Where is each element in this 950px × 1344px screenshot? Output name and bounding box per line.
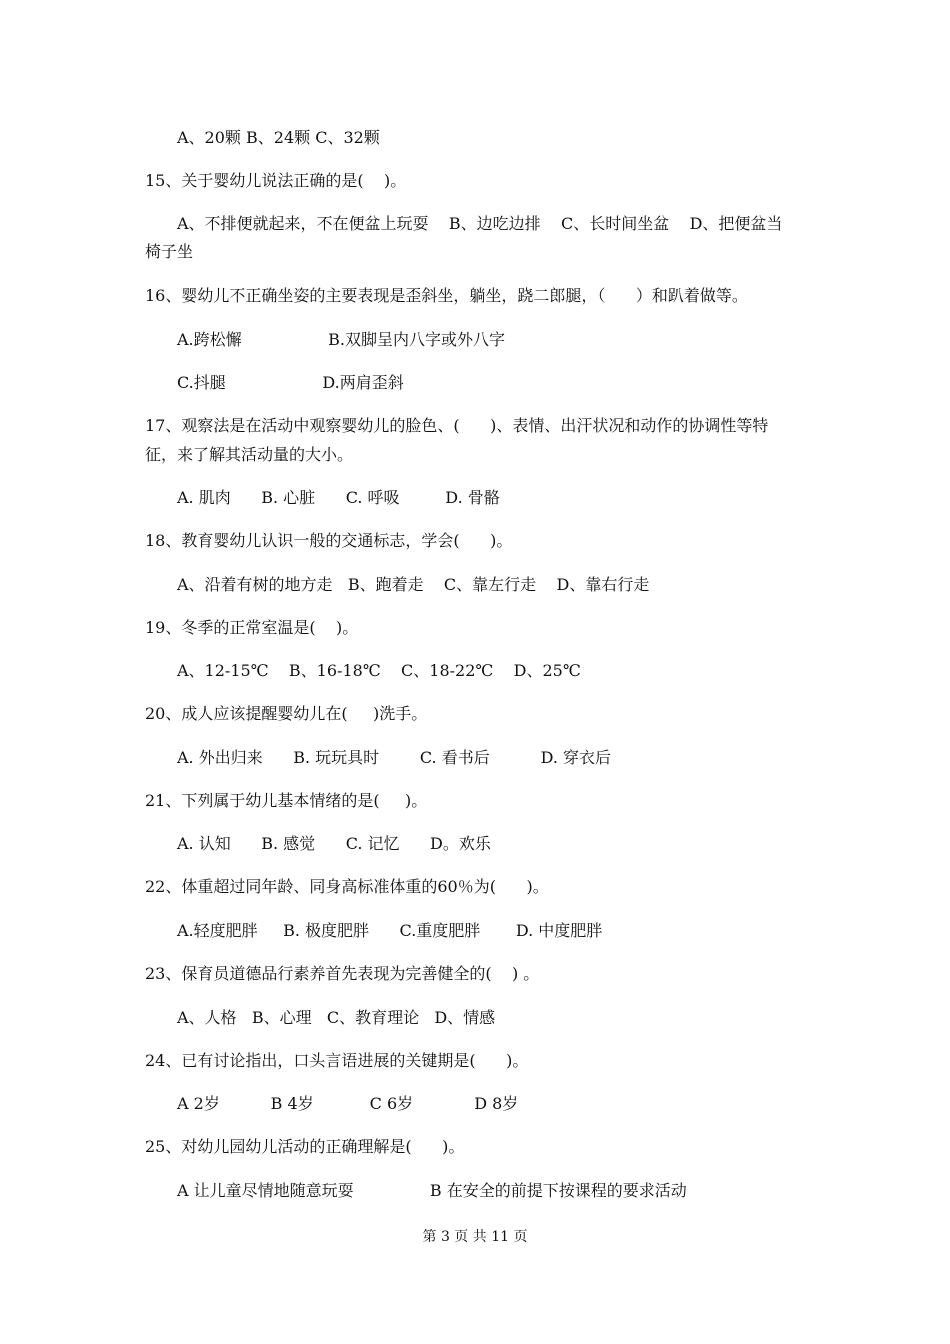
- question-text: 18、教育婴幼儿认识一般的交通标志，学会( )。: [145, 531, 513, 550]
- answer-options: A 让儿童尽情地随意玩耍 B 在安全的前提下按课程的要求活动: [177, 1181, 687, 1200]
- question-text: 19、冬季的正常室温是( )。: [145, 618, 359, 637]
- answer-options: A. 肌肉 B. 心脏 C. 呼吸 D. 骨骼: [177, 488, 500, 507]
- answer-options: C.抖腿 D.两肩歪斜: [177, 373, 404, 392]
- question-continuation: 椅子坐: [145, 242, 194, 261]
- answer-options: A、沿着有树的地方走 B、跑着走 C、靠左行走 D、靠右行走: [177, 575, 650, 594]
- answer-options: A. 外出归来 B. 玩玩具时 C. 看书后 D. 穿衣后: [177, 748, 611, 767]
- question-continuation: 征，来了解其活动量的大小。: [145, 445, 354, 464]
- question-text: 22、体重超过同年龄、同身高标准体重的60％为( )。: [145, 877, 549, 896]
- answer-options: A、20颗 B、24颗 C、32颗: [177, 128, 380, 147]
- question-text: 16、婴幼儿不正确坐姿的主要表现是歪斜坐，躺坐，跷二郎腿，（ ）和趴着做等。: [145, 286, 748, 305]
- question-text: 17、观察法是在活动中观察婴幼儿的脸色、( )、表情、出汗状况和动作的协调性等特: [145, 416, 769, 435]
- question-text: 24、已有讨论指出，口头言语进展的关键期是( )。: [145, 1051, 529, 1070]
- question-text: 21、下列属于幼儿基本情绪的是( )。: [145, 791, 428, 810]
- answer-options: A. 认知 B. 感觉 C. 记忆 D。欢乐: [177, 834, 491, 853]
- answer-options: A、12-15℃ B、16-18℃ C、18-22℃ D、25℃: [177, 661, 581, 680]
- answer-options: A 2岁 B 4岁 C 6岁 D 8岁: [177, 1094, 519, 1113]
- question-text: 25、对幼儿园幼儿活动的正确理解是( )。: [145, 1137, 465, 1156]
- question-text: 15、关于婴幼儿说法正确的是( )。: [145, 171, 407, 190]
- page-footer: 第 3 页 共 11 页: [422, 1229, 528, 1245]
- answer-options: A.跨松懈 B.双脚呈内八字或外八字: [177, 330, 505, 349]
- answer-options: A.轻度肥胖 B. 极度肥胖 C.重度肥胖 D. 中度肥胖: [177, 921, 603, 940]
- question-text: 20、成人应该提醒婴幼儿在( )洗手。: [145, 704, 428, 723]
- answer-options: A、不排便就起来，不在便盆上玩耍 B、边吃边排 C、长时间坐盆 D、把便盆当: [177, 214, 783, 233]
- question-text: 23、保育员道德品行素养首先表现为完善健全的( ) 。: [145, 964, 540, 983]
- answer-options: A、人格 B、心理 C、教育理论 D、情感: [177, 1008, 496, 1027]
